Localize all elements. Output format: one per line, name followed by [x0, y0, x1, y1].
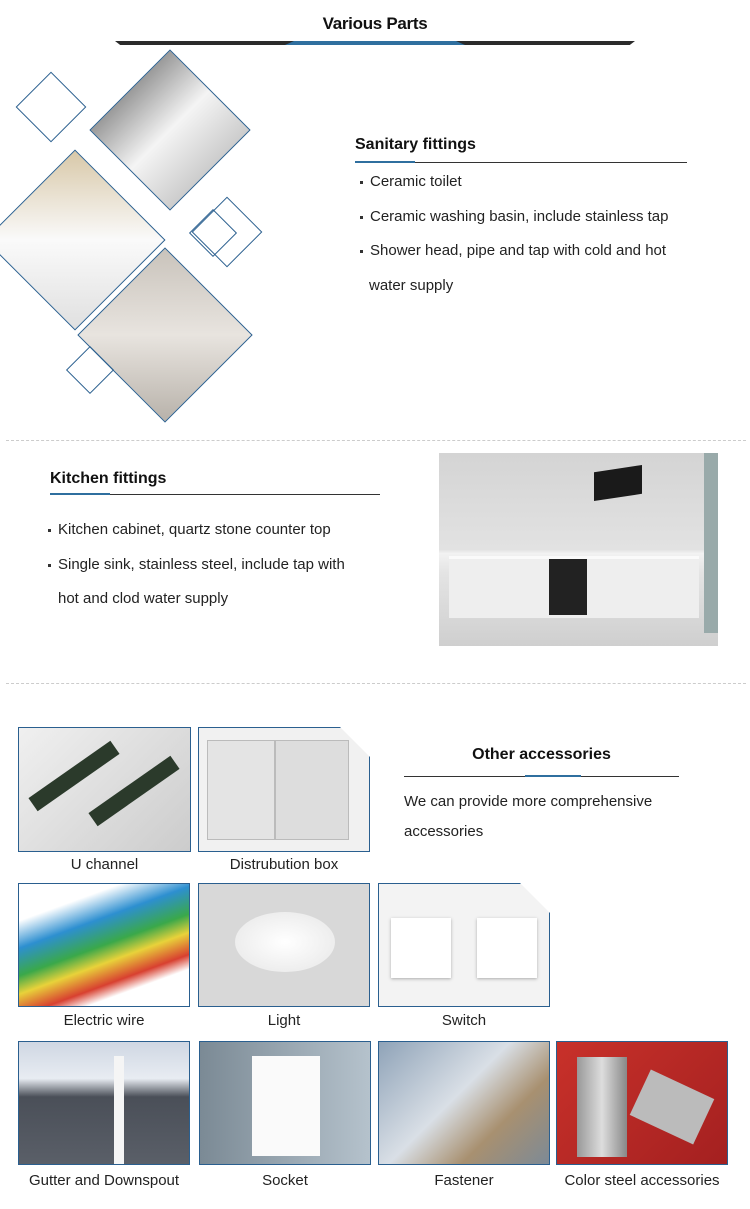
decor-diamond [16, 72, 87, 143]
other-text: We can provide more comprehensive [404, 793, 653, 810]
electric-wire-image [18, 883, 190, 1007]
product-label: Distrubution box [229, 856, 339, 873]
fastener-image [378, 1041, 550, 1165]
list-item: Ceramic toilet [360, 172, 462, 192]
color-steel-accessories-image [556, 1041, 728, 1165]
product-label: Electric wire [63, 1012, 145, 1029]
product-label: Gutter and Downspout [28, 1172, 180, 1189]
product-label: Color steel accessories [564, 1172, 720, 1189]
product-label: U channel [70, 856, 139, 873]
product-label: Light [267, 1012, 301, 1029]
list-item-cont: hot and clod water supply [58, 590, 229, 607]
kitchen-image [439, 453, 718, 646]
switch-image [378, 883, 550, 1007]
product-label: Socket [262, 1172, 308, 1189]
list-item-cont: water supply [369, 277, 454, 294]
divider-accent [525, 775, 581, 777]
u-channel-image [18, 727, 191, 852]
product-label: Fastener [434, 1172, 494, 1189]
kitchen-heading: Kitchen fittings [50, 470, 167, 487]
sanitary-heading: Sanitary fittings [355, 136, 476, 153]
light-image [198, 883, 370, 1007]
list-item: Ceramic washing basin, include stainless tap [360, 207, 668, 227]
divider-accent [50, 493, 110, 495]
section-divider [6, 440, 746, 441]
distribution-box-image [198, 727, 370, 852]
title-divider-accent [285, 41, 465, 45]
toilet-image [89, 49, 250, 210]
product-label: Switch [441, 1012, 487, 1029]
section-divider [6, 683, 746, 684]
page-title: Various Parts [322, 14, 428, 33]
gutter-image [18, 1041, 190, 1165]
other-heading: Other accessories [472, 746, 611, 763]
socket-image [199, 1041, 371, 1165]
divider-accent [355, 161, 415, 163]
list-item: Kitchen cabinet, quartz stone counter top [48, 520, 331, 540]
list-item: Single sink, stainless steel, include tap with [48, 555, 345, 575]
other-text: accessories [404, 823, 484, 840]
list-item: Shower head, pipe and tap with cold and hot [360, 241, 666, 261]
